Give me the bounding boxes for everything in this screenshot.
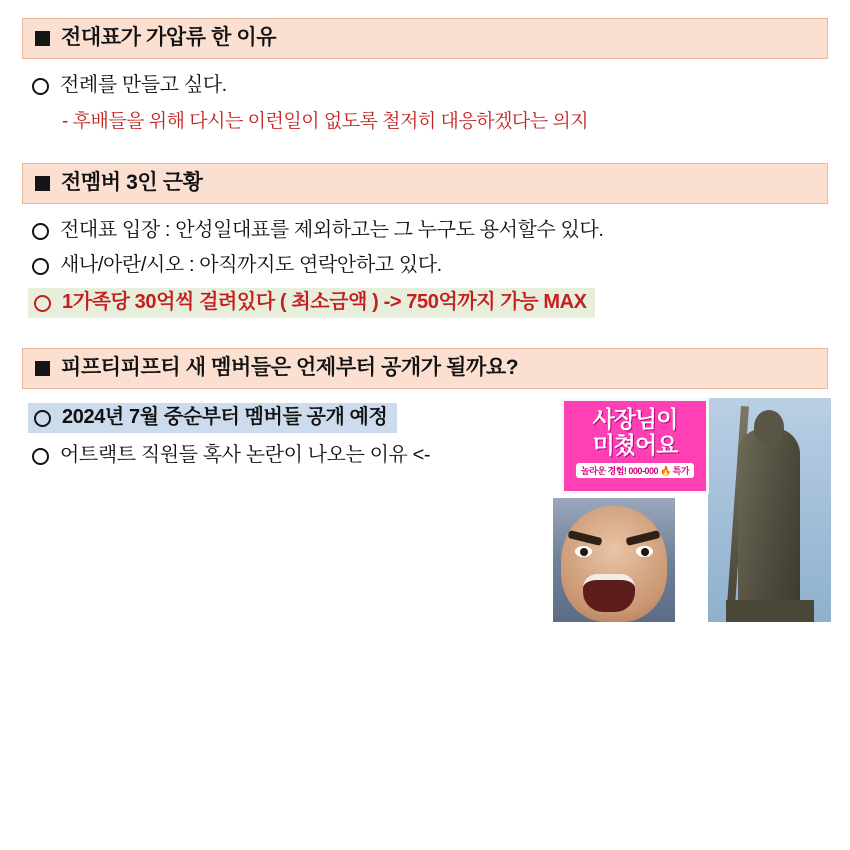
- circle-bullet-icon: [32, 448, 49, 465]
- circle-bullet-icon: [32, 78, 49, 95]
- sub-note: - 후배들을 위해 다시는 이런일이 없도록 철저히 대응하겠다는 의지: [62, 111, 589, 133]
- circle-bullet-icon: [32, 223, 49, 240]
- eye-right-shape: [636, 546, 653, 557]
- image-collage: [553, 398, 831, 622]
- sticker-line-1: 사장님이: [592, 406, 678, 432]
- square-bullet-icon: [35, 31, 50, 46]
- square-bullet-icon: [35, 176, 50, 191]
- angry-man-photo: [553, 498, 675, 622]
- list-item-highlighted-green: [28, 288, 595, 318]
- statue-head-shape: [754, 410, 784, 444]
- list-item-highlighted-blue: [28, 403, 397, 433]
- list-item-label: 2024년 7월 중순부터 멤버들 공개 예정: [62, 406, 388, 429]
- section-heading-text: 전대표가 가압류 한 이유: [61, 26, 277, 49]
- mouth-shape: [583, 574, 635, 612]
- section-heading-former-members-status: [22, 163, 828, 204]
- eye-left-shape: [575, 546, 592, 557]
- section-heading-new-members-reveal: [22, 348, 828, 389]
- list-item-label: 전대표 입장 : 안성일대표를 제외하고는 그 누구도 용서할수 있다.: [60, 219, 604, 242]
- list-item: [28, 73, 828, 98]
- section-heading-text: 전멤버 3인 근황: [61, 171, 203, 195]
- list-item-label: 어트랙트 직원들 혹사 논란이 나오는 이유 <-: [60, 444, 431, 467]
- square-bullet-icon: [35, 361, 50, 376]
- sticker-small-text: 놀라운 경험! 000-000 🔥 특가: [576, 463, 694, 478]
- section-heading-reason-seizure: [22, 18, 828, 59]
- sticker-banner: [561, 398, 709, 494]
- list-item: [28, 218, 828, 243]
- circle-bullet-icon: [34, 410, 51, 427]
- statue-body-shape: [738, 428, 800, 622]
- section-heading-text: 피프티피프티 새 멤버들은 언제부터 공개가 될까요?: [61, 356, 519, 380]
- sticker-line-2: 미쳤어요: [592, 432, 678, 459]
- statue-photo: [708, 398, 831, 622]
- circle-bullet-icon: [34, 295, 51, 312]
- list-item-label: 전례를 만들고 싶다.: [60, 74, 227, 97]
- list-item-label: 새나/아란/시오 : 아직까지도 연락안하고 있다.: [60, 254, 442, 277]
- statue-base-shape: [726, 600, 814, 622]
- list-item-label: 1가족당 30억씩 걸려있다 ( 최소금액 ) -> 750억까지 가능 MAX: [62, 291, 587, 314]
- list-item: [28, 253, 828, 278]
- circle-bullet-icon: [32, 258, 49, 275]
